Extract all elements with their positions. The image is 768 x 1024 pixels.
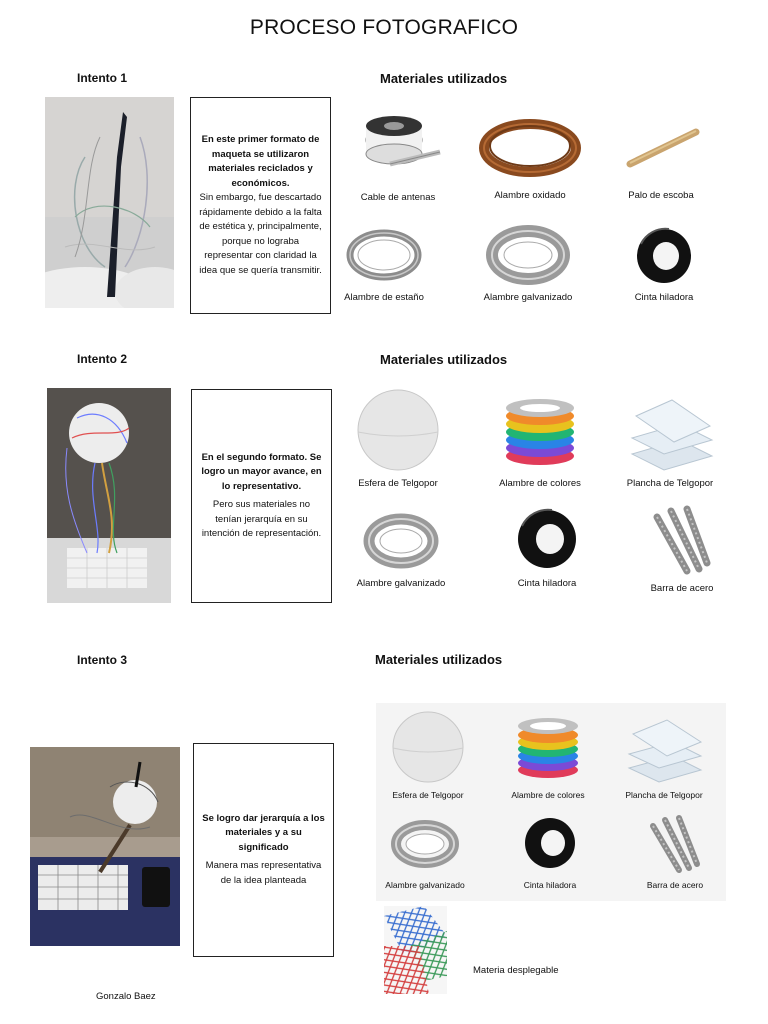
black-tape-icon (629, 224, 699, 286)
material-cinta-hiladora (604, 224, 724, 303)
section-3-description (193, 743, 334, 957)
rusty-wire-coil-icon (475, 112, 585, 184)
section-2-materials-heading: Materiales utilizados (380, 352, 508, 367)
material-palo-escoba (601, 112, 721, 201)
section-2-description-text: Pero sus materiales no tenían jerarquía en su intención de representación. (201, 499, 322, 539)
galvanized-wire-coil-icon (390, 818, 460, 870)
material-label: Cinta hiladora (634, 292, 694, 303)
section-3-materials-heading: Materiales utilizados (375, 652, 503, 667)
material-label: Plancha de Telgopor (625, 790, 703, 800)
material-label: Alambre galvanizado (483, 292, 573, 303)
black-tape-icon (520, 814, 580, 872)
tin-wire-coil-icon (339, 224, 429, 286)
material-label: Esfera de Telgopor (392, 790, 464, 800)
colored-wire-stack-icon (513, 712, 583, 784)
material-label: Alambre galvanizado (385, 880, 465, 890)
galvanized-wire-coil-icon (483, 224, 573, 286)
section-1-description-bold: En este primer formato de maqueta se utilizaron materiales reciclados y económicos. (201, 134, 320, 189)
material-alambre-colores (480, 392, 600, 489)
section-3-label: Intento 3 (77, 653, 127, 667)
steel-rebar-icon (645, 814, 705, 876)
material-alambre-colores-3 (488, 712, 608, 800)
author-name: Gonzalo Baez (96, 991, 156, 1002)
section-2-label: Intento 2 (77, 352, 127, 366)
material-barra-acero (622, 503, 742, 594)
material-label: Esfera de Telgopor (358, 478, 438, 489)
material-plancha-telgopor-3 (604, 712, 724, 800)
material-alambre-estano (324, 224, 444, 303)
material-esfera-telgopor (338, 388, 458, 489)
section-3-description-text: Manera mas representativa de la idea planteada (205, 860, 322, 886)
expanded-mesh-icon (384, 906, 447, 994)
material-alambre-oxidado (470, 112, 590, 201)
material-label: Alambre galvanizado (356, 578, 446, 589)
material-label: Cable de antenas (360, 192, 436, 203)
material-label-materia-desplegable: Materia desplegable (473, 965, 559, 976)
material-barra-acero-3 (615, 814, 735, 890)
foam-sheets-icon (622, 392, 718, 472)
section-1-label: Intento 1 (77, 71, 127, 85)
material-label: Plancha de Telgopor (626, 478, 714, 489)
black-tape-icon (512, 506, 582, 572)
section-1-description (190, 97, 331, 314)
material-plancha-telgopor (610, 392, 730, 489)
galvanized-wire-coil-icon (361, 510, 441, 572)
material-label: Alambre de colores (499, 478, 581, 489)
steel-rebar-icon (647, 503, 717, 577)
material-label: Palo de escoba (628, 190, 694, 201)
section-1-materials-heading: Materiales utilizados (380, 71, 508, 86)
foam-sphere-icon (353, 388, 443, 472)
material-label: Barra de acero (650, 583, 714, 594)
material-cable-antenas (338, 112, 458, 203)
page-title: PROCESO FOTOGRAFICO (249, 16, 519, 39)
section-2-description (191, 389, 332, 603)
material-alambre-galvanizado-3 (365, 818, 485, 890)
material-label: Barra de acero (646, 880, 704, 890)
material-esfera-telgopor-3 (368, 710, 488, 800)
broomstick-icon (616, 112, 706, 184)
section-2-photo (47, 388, 171, 603)
section-3-description-bold: Se logro dar jerarquía a los materiales y a su significado (202, 812, 325, 853)
material-label: Alambre oxidado (494, 190, 566, 201)
section-1-description-text: Sin embargo, fue descartado rápidamente debido a la falta de estética y, principalmente, porque no lograba representar con claridad la idea que se quería transmitir. (199, 192, 322, 276)
material-label: Cinta hiladora (523, 880, 577, 890)
material-alambre-galvanizado-2 (341, 510, 461, 589)
cable-spool-icon (350, 112, 446, 186)
foam-sphere-icon (390, 710, 466, 784)
foam-sheets-icon (621, 712, 707, 784)
section-3-photo (30, 747, 180, 946)
section-1-photo (45, 97, 174, 308)
section-2-description-bold: En el segundo formato. Se logro un mayor avance, en lo representativo. (201, 451, 322, 492)
colored-wire-stack-icon (500, 392, 580, 472)
material-label: Cinta hiladora (517, 578, 577, 589)
material-cinta-hiladora-2 (487, 506, 607, 589)
material-label: Alambre de estaño (344, 292, 424, 303)
material-cinta-hiladora-3 (490, 814, 610, 890)
material-label: Alambre de colores (511, 790, 585, 800)
material-alambre-galvanizado (468, 224, 588, 303)
